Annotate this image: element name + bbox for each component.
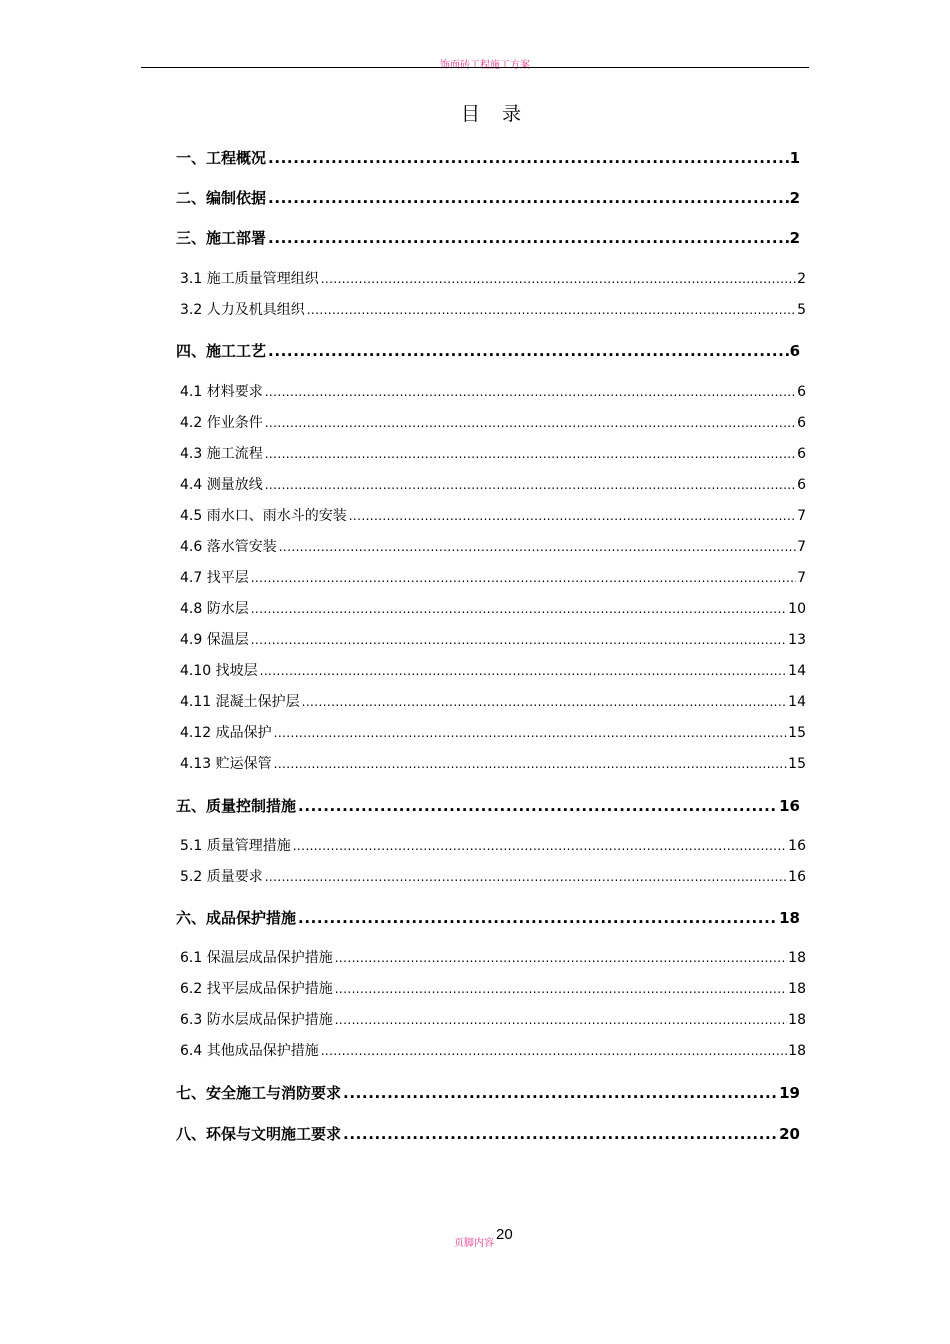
toc-dot-leader: [265, 476, 796, 495]
toc-dot-leader: [265, 868, 787, 887]
toc-entry-page: 7: [797, 539, 806, 555]
toc-entry[interactable]: [180, 538, 806, 557]
toc-entry-page: 1: [789, 149, 800, 167]
toc-entry-label: 6.2 找平层成品保护措施: [180, 981, 333, 997]
page-number: 20: [496, 1226, 513, 1243]
toc-entry-page: 18: [788, 1012, 806, 1028]
toc-dot-leader: [343, 1083, 778, 1103]
toc-entry-page: 19: [779, 1084, 800, 1102]
toc-entry-page: 18: [788, 981, 806, 997]
toc-entry-label: 4.1 材料要求: [180, 384, 263, 400]
toc-entry-label: 4.3 施工流程: [180, 446, 263, 462]
toc-entry-label: 4.8 防水层: [180, 601, 249, 617]
toc-entry-page: 16: [788, 838, 806, 854]
toc-entry[interactable]: [180, 600, 806, 619]
toc-entry-page: 15: [788, 756, 806, 772]
toc-entry-label: 6.4 其他成品保护措施: [180, 1043, 319, 1059]
toc-entry-page: 6: [797, 415, 806, 431]
toc-entry[interactable]: [176, 228, 800, 248]
toc-entry-label: 六、成品保护措施: [176, 909, 297, 927]
toc-dot-leader: [265, 445, 796, 464]
toc-entry-label: 4.2 作业条件: [180, 415, 263, 431]
toc-entry-label: 五、质量控制措施: [176, 797, 297, 815]
toc-entry-label: 4.6 落水管安装: [180, 539, 277, 555]
toc-entry[interactable]: [180, 569, 806, 588]
toc-entry[interactable]: [180, 980, 806, 999]
toc-entry[interactable]: [180, 445, 806, 464]
toc-entry-page: 18: [779, 909, 800, 927]
toc-dot-leader: [335, 980, 787, 999]
toc-dot-leader: [251, 569, 796, 588]
toc-dot-leader: [274, 724, 788, 743]
toc-entry-page: 10: [788, 601, 806, 617]
toc-dot-leader: [321, 270, 796, 289]
toc-entry[interactable]: [180, 1011, 806, 1030]
toc-entry-page: 2: [789, 229, 800, 247]
toc-dot-leader: [298, 908, 778, 928]
toc-entry-label: 4.13 贮运保管: [180, 756, 272, 772]
toc-entry[interactable]: [180, 693, 806, 712]
toc-entry-label: 二、编制依据: [176, 189, 267, 207]
page-header-text: 饰面砖工程施工方案: [440, 60, 530, 71]
toc-title: 目 录: [460, 103, 530, 125]
toc-entry[interactable]: [176, 796, 800, 816]
toc-entry[interactable]: [180, 1042, 806, 1061]
toc-entry-label: 八、环保与文明施工要求: [176, 1125, 342, 1143]
toc-dot-leader: [265, 414, 796, 433]
toc-dot-leader: [251, 600, 787, 619]
toc-dot-leader: [335, 949, 787, 968]
toc-entry[interactable]: [180, 476, 806, 495]
toc-entry-label: 3.2 人力及机具组织: [180, 302, 305, 318]
toc-entry-label: 5.1 质量管理措施: [180, 838, 291, 854]
toc-entry-page: 6: [789, 342, 800, 360]
toc-entry-page: 16: [779, 797, 800, 815]
toc-entry-page: 7: [797, 570, 806, 586]
toc-entry-page: 2: [789, 189, 800, 207]
toc-dot-leader: [335, 1011, 787, 1030]
toc-dot-leader: [307, 301, 796, 320]
toc-entry-page: 6: [797, 446, 806, 462]
toc-dot-leader: [251, 631, 787, 650]
toc-entry[interactable]: [176, 188, 800, 208]
toc-entry-label: 4.9 保温层: [180, 632, 249, 648]
toc-entry[interactable]: [180, 507, 806, 526]
toc-entry[interactable]: [180, 270, 806, 289]
toc-entry-page: 2: [797, 271, 806, 287]
toc-entry[interactable]: [180, 383, 806, 402]
toc-entry[interactable]: [180, 868, 806, 887]
toc-entry-page: 15: [788, 725, 806, 741]
toc-dot-leader: [302, 693, 788, 712]
toc-entry-label: 4.10 找坡层: [180, 663, 258, 679]
toc-entry-label: 七、安全施工与消防要求: [176, 1084, 342, 1102]
toc-entry[interactable]: [180, 662, 806, 681]
toc-dot-leader: [268, 228, 789, 248]
toc-entry-page: 20: [779, 1125, 800, 1143]
toc-entry-page: 6: [797, 477, 806, 493]
toc-dot-leader: [321, 1042, 787, 1061]
toc-dot-leader: [279, 538, 796, 557]
toc-entry[interactable]: [176, 1124, 800, 1144]
toc-dot-leader: [293, 837, 787, 856]
toc-entry[interactable]: [180, 755, 806, 774]
toc-entry-page: 16: [788, 869, 806, 885]
toc-entry[interactable]: [176, 148, 800, 168]
toc-entry-page: 14: [788, 694, 806, 710]
page-footer-text: 页脚内容: [454, 1238, 494, 1249]
toc-dot-leader: [274, 755, 788, 774]
toc-entry-label: 3.1 施工质量管理组织: [180, 271, 319, 287]
toc-entry-page: 18: [788, 1043, 806, 1059]
toc-dot-leader: [268, 148, 789, 168]
toc-entry-label: 4.11 混凝土保护层: [180, 694, 300, 710]
toc-entry[interactable]: [180, 301, 806, 320]
toc-entry-page: 7: [797, 508, 806, 524]
toc-entry-label: 三、施工部署: [176, 229, 267, 247]
toc-entry[interactable]: [180, 949, 806, 968]
toc-entry[interactable]: [176, 908, 800, 928]
toc-entry[interactable]: [180, 724, 806, 743]
toc-dot-leader: [268, 188, 789, 208]
toc-entry[interactable]: [180, 631, 806, 650]
toc-entry-label: 4.5 雨水口、雨水斗的安装: [180, 508, 347, 524]
toc-dot-leader: [265, 383, 796, 402]
toc-dot-leader: [349, 507, 796, 526]
toc-entry-page: 18: [788, 950, 806, 966]
toc-entry-label: 6.1 保温层成品保护措施: [180, 950, 333, 966]
toc-dot-leader: [268, 341, 789, 361]
toc-entry-label: 一、工程概况: [176, 149, 267, 167]
toc-entry-label: 4.7 找平层: [180, 570, 249, 586]
toc-entry-page: 13: [788, 632, 806, 648]
toc-dot-leader: [260, 662, 788, 681]
toc-entry[interactable]: [176, 1083, 800, 1103]
toc-entry[interactable]: [176, 341, 800, 361]
toc-entry-page: 5: [797, 302, 806, 318]
toc-entry[interactable]: [180, 414, 806, 433]
toc-dot-leader: [298, 796, 778, 816]
toc-entry-label: 四、施工工艺: [176, 342, 267, 360]
toc-entry-label: 5.2 质量要求: [180, 869, 263, 885]
toc-entry-label: 4.12 成品保护: [180, 725, 272, 741]
toc-entry[interactable]: [180, 837, 806, 856]
toc-entry-label: 4.4 测量放线: [180, 477, 263, 493]
toc-entry-label: 6.3 防水层成品保护措施: [180, 1012, 333, 1028]
toc-entry-page: 6: [797, 384, 806, 400]
toc-entry-page: 14: [788, 663, 806, 679]
toc-dot-leader: [343, 1124, 778, 1144]
